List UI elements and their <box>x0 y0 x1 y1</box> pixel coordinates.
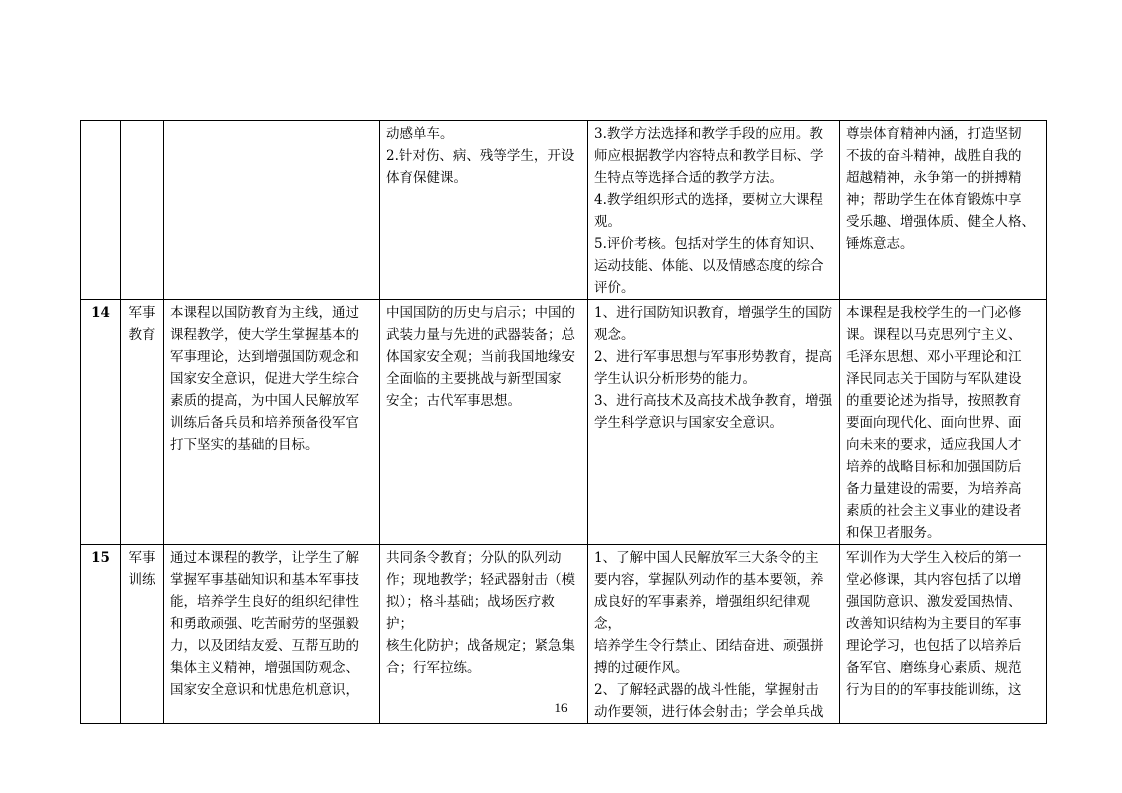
text-line: 3.教学方法选择和教学手段的应用。教 <box>594 126 823 142</box>
course-name <box>121 121 164 300</box>
text-line: 作；现地教学；轻武器射击（模 <box>386 572 575 588</box>
row-number: 15 <box>81 545 121 724</box>
text-line: 运动技能、体能、以及情感态度的综合 <box>594 258 824 274</box>
course-requirements-cell <box>588 300 840 545</box>
text-line: 拟）；格斗基础；战场医疗救护； <box>386 594 555 632</box>
course-name: 军事 教育 <box>121 300 164 545</box>
text-line: 武装力量与先进的武器装备；总 <box>386 327 575 343</box>
text-line: 动感单车。 <box>386 126 454 142</box>
text-line: 核生化防护；战备规定；紧急集 <box>386 638 575 654</box>
text-line: 神；帮助学生在体育锻炼中享 <box>846 192 1022 208</box>
text-line: 观念。 <box>594 327 635 343</box>
row-number: 14 <box>81 300 121 545</box>
text-line: 不拔的奋斗精神，战胜自我的 <box>846 148 1022 164</box>
text-line: 要面向现代化、面向世界、面 <box>846 415 1022 431</box>
row-number <box>81 121 121 300</box>
text-line: 本课程以国防教育为主线，通过 <box>170 305 359 321</box>
text-line: 中国国防的历史与启示；中国的 <box>386 305 575 321</box>
text-line: 和勇敢顽强、吃苦耐劳的坚强毅 <box>170 616 359 632</box>
text-line: 受乐趣、增强体质、健全人格、 <box>846 214 1035 230</box>
course-content-cell <box>380 300 588 545</box>
text-line: 改善知识结构为主要目的军事 <box>846 616 1022 632</box>
text-line: 1、进行国防知识教育，增强学生的国防 <box>594 305 833 321</box>
text-line: 泽民同志关于国防与军队建设 <box>846 371 1022 387</box>
text-line: 和保卫者服务。 <box>846 525 941 541</box>
text-line: 训练后备兵员和培养预备役军官 <box>170 415 359 431</box>
text-line: 学生科学意识与国家安全意识。 <box>594 415 783 431</box>
text-line: 军训作为大学生入校后的第一 <box>846 550 1022 566</box>
course-table <box>80 120 1047 724</box>
course-notes-cell <box>840 300 1047 545</box>
text-line: 全面临的主要挑战与新型国家 <box>386 371 562 387</box>
text-line: 要内容，掌握队列动作的基本要领，养 <box>594 572 824 588</box>
table-body <box>81 121 1047 724</box>
course-content-cell <box>380 545 588 724</box>
text-line: 理论学习，也包括了以培养后 <box>846 638 1022 654</box>
text-line: 培养学生令行禁止、团结奋进、顽强拼 <box>594 638 824 654</box>
course-notes-cell <box>840 121 1047 300</box>
text-line: 能，培养学生良好的组织纪律性 <box>170 594 359 610</box>
text-line: 向未来的要求，适应我国人才 <box>846 437 1022 453</box>
text-line: 素质的社会主义事业的建设者 <box>846 503 1022 519</box>
text-line: 共同条令教育；分队的队列动 <box>386 550 562 566</box>
course-goal-cell <box>164 300 380 545</box>
text-line: 尊崇体育精神内涵，打造坚韧 <box>846 126 1022 142</box>
text-line: 观。 <box>594 214 621 230</box>
text-line: 的重要论述为指导，按照教育 <box>846 393 1022 409</box>
text-line: 力，以及团结友爱、互帮互助的 <box>170 638 359 654</box>
table-row <box>81 121 1047 300</box>
text-line: 超越精神，永争第一的拼搏精 <box>846 170 1022 186</box>
text-line: 通过本课程的教学，让学生了解 <box>170 550 359 566</box>
page-number: 16 <box>554 700 568 715</box>
text-line: 学生认识分析形势的能力。 <box>594 371 756 387</box>
text-line: 堂必修课，其内容包括了以增 <box>846 572 1022 588</box>
text-line: 强国防意识、激发爱国热情、 <box>846 594 1022 610</box>
text-line: 集体主义精神，增强国防观念、 <box>170 660 359 676</box>
text-line: 备力量建设的需要，为培养高 <box>846 481 1022 497</box>
text-line: 国家安全意识，促进大学生综合 <box>170 371 359 387</box>
text-line: 体国家安全观；当前我国地缘安 <box>386 349 575 365</box>
text-line: 2、了解轻武器的战斗性能，掌握射击 <box>594 682 819 698</box>
text-line: 师应根据教学内容特点和教学目标、学 <box>594 148 824 164</box>
course-content-cell <box>380 121 588 300</box>
text-line: 锤炼意志。 <box>846 236 914 252</box>
text-line: 动作要领，进行体会射击；学会单兵战 <box>594 704 824 720</box>
text-line: 行为目的的军事技能训练，这 <box>846 682 1022 698</box>
text-line: 培养的战略目标和加强国防后 <box>846 459 1022 475</box>
course-name: 军事 训练 <box>121 545 164 724</box>
course-goal-cell <box>164 121 380 300</box>
text-line: 毛泽东思想、邓小平理论和江 <box>846 349 1022 365</box>
text-line: 国家安全意识和忧患危机意识， <box>170 682 359 698</box>
text-line: 4.教学组织形式的选择，要树立大课程 <box>594 192 823 208</box>
text-line: 1、了解中国人民解放军三大条令的主 <box>594 550 819 566</box>
text-line: 体育保健课。 <box>386 170 467 186</box>
text-line: 合；行军拉练。 <box>386 660 481 676</box>
text-line: 3、进行高技术及高技术战争教育，增强 <box>594 393 833 409</box>
text-line: 2、进行军事思想与军事形势教育，提高 <box>594 349 833 365</box>
text-line: 打下坚实的基础的目标。 <box>170 437 319 453</box>
course-goal-cell <box>164 545 380 724</box>
text-line: 安全；古代军事思想。 <box>386 393 521 409</box>
text-line: 备军官、磨练身心素质、规范 <box>846 660 1022 676</box>
table-row <box>81 300 1047 545</box>
text-line: 课程教学，使大学生掌握基本的 <box>170 327 359 343</box>
text-line: 本课程是我校学生的一门必修 <box>846 305 1022 321</box>
course-notes-cell <box>840 545 1047 724</box>
text-line: 2.针对伤、病、残等学生，开设 <box>386 148 575 164</box>
text-line: 课。课程以马克思列宁主义、 <box>846 327 1022 343</box>
course-requirements-cell <box>588 545 840 724</box>
course-requirements-cell <box>588 121 840 300</box>
text-line: 掌握军事基础知识和基本军事技 <box>170 572 359 588</box>
table-row <box>81 545 1047 724</box>
text-line: 成良好的军事素养，增强组织纪律观念， <box>594 594 810 632</box>
text-line: 5.评价考核。包括对学生的体育知识、 <box>594 236 823 252</box>
text-line: 评价。 <box>594 280 635 296</box>
text-line: 搏的过硬作风。 <box>594 660 689 676</box>
text-line: 军事理论，达到增强国防观念和 <box>170 349 359 365</box>
text-line: 生特点等选择合适的教学方法。 <box>594 170 783 186</box>
text-line: 素质的提高，为中国人民解放军 <box>170 393 359 409</box>
